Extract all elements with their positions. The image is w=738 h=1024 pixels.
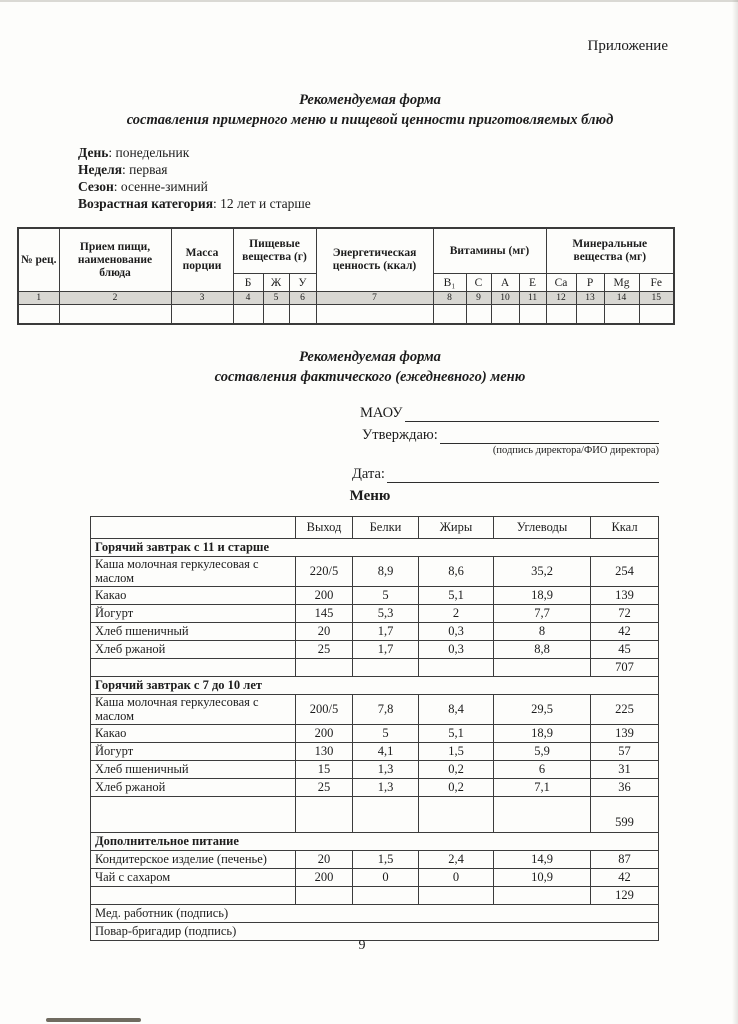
menu-value-cell: 254 bbox=[591, 557, 659, 587]
menu-row bbox=[91, 779, 659, 797]
daily-form-title-line1: Рекомендуемая форма bbox=[299, 349, 441, 365]
daily-menu-table bbox=[90, 516, 659, 941]
menu-dish-cell: Какао bbox=[91, 725, 296, 743]
empty-cell bbox=[494, 797, 591, 833]
empty-cell bbox=[171, 305, 233, 325]
empty-cell bbox=[316, 305, 433, 325]
menu-meta-block bbox=[78, 144, 311, 212]
table1-empty-row bbox=[18, 305, 674, 325]
menu-row bbox=[91, 851, 659, 869]
date-fill-in-line bbox=[387, 460, 659, 483]
sub-column-header: У bbox=[289, 274, 316, 292]
menu-value-cell: 2,4 bbox=[419, 851, 494, 869]
menu-row bbox=[91, 605, 659, 623]
menu-value-cell: 8 bbox=[494, 623, 591, 641]
menu-value-cell: 1,7 bbox=[353, 623, 419, 641]
sub-column-header: Ca bbox=[546, 274, 576, 292]
meta-age-category: Возрастная категория: 12 лет и старше bbox=[78, 196, 311, 211]
date-line bbox=[352, 461, 659, 483]
menu-value-cell: 5,1 bbox=[419, 587, 494, 605]
meta-day-label: День bbox=[78, 145, 109, 160]
approve-fill-in-line bbox=[440, 421, 659, 444]
empty-cell bbox=[604, 305, 639, 325]
menu-value-cell: 72 bbox=[591, 605, 659, 623]
menu-signature-label: Повар-бригадир (подпись) bbox=[91, 923, 659, 941]
menu-value-cell: 31 bbox=[591, 761, 659, 779]
scan-artifact-bottom-smudge bbox=[46, 1018, 141, 1022]
menu-dish-cell: Йогурт bbox=[91, 743, 296, 761]
column-number: 13 bbox=[576, 292, 604, 305]
menu-total-row bbox=[91, 659, 659, 677]
menu-value-cell: 7,8 bbox=[353, 695, 419, 725]
appendix-label: Приложение bbox=[587, 38, 668, 54]
menu-row bbox=[91, 623, 659, 641]
date-label: Дата: bbox=[352, 466, 385, 482]
empty-cell bbox=[466, 305, 491, 325]
menu-dish-cell: Каша молочная геркулесовая с маслом bbox=[91, 695, 296, 725]
sub-column-header: A bbox=[491, 274, 519, 292]
menu-section-row bbox=[91, 677, 659, 695]
empty-cell bbox=[59, 305, 171, 325]
column-number: 7 bbox=[316, 292, 433, 305]
menu-value-cell: 25 bbox=[296, 779, 353, 797]
menu-value-cell: 1,5 bbox=[353, 851, 419, 869]
menu-value-cell: 20 bbox=[296, 851, 353, 869]
menu-value-cell: 200 bbox=[296, 587, 353, 605]
sub-column-header: P bbox=[576, 274, 604, 292]
organization-label: МАОУ bbox=[360, 405, 403, 421]
empty-cell bbox=[519, 305, 546, 325]
column-number: 11 bbox=[519, 292, 546, 305]
approve-label: Утверждаю: bbox=[362, 427, 438, 443]
menu-value-cell: 42 bbox=[591, 623, 659, 641]
menu-value-cell: 139 bbox=[591, 725, 659, 743]
column-number: 8 bbox=[433, 292, 466, 305]
menu-row bbox=[91, 641, 659, 659]
column-number: 14 bbox=[604, 292, 639, 305]
sub-column-header: B₁ bbox=[433, 274, 466, 292]
col-header-nutrients-group: Пищевые вещества (г) bbox=[233, 228, 316, 274]
empty-cell bbox=[546, 305, 576, 325]
menu-value-cell: 0,3 bbox=[419, 623, 494, 641]
table1-column-number-row bbox=[18, 292, 674, 305]
menu-value-cell: 139 bbox=[591, 587, 659, 605]
template-form-title-line2: составления примерного меню и пищевой ценности приготовляемых блюд bbox=[126, 112, 614, 128]
menu-section-row bbox=[91, 539, 659, 557]
empty-cell bbox=[353, 887, 419, 905]
menu-value-cell: 200 bbox=[296, 869, 353, 887]
column-number: 12 bbox=[546, 292, 576, 305]
empty-cell bbox=[494, 659, 591, 677]
menu-row bbox=[91, 761, 659, 779]
menu-dish-cell: Йогурт bbox=[91, 605, 296, 623]
sub-column-header: Б bbox=[233, 274, 263, 292]
menu-value-cell: 1,3 bbox=[353, 761, 419, 779]
menu-value-cell: 0,2 bbox=[419, 761, 494, 779]
menu-column-header: Ккал bbox=[591, 517, 659, 539]
menu-row bbox=[91, 695, 659, 725]
menu-value-cell: 5 bbox=[353, 587, 419, 605]
menu-value-cell: 200 bbox=[296, 725, 353, 743]
meta-week: Неделя: первая bbox=[78, 162, 168, 177]
sub-column-header: C bbox=[466, 274, 491, 292]
menu-total-row bbox=[91, 797, 659, 833]
col-header-meal-name: Прием пищи, наименование блюда bbox=[59, 228, 171, 292]
column-number: 6 bbox=[289, 292, 316, 305]
menu-value-cell: 42 bbox=[591, 869, 659, 887]
menu-dish-cell: Хлеб пшеничный bbox=[91, 761, 296, 779]
menu-section-title: Дополнительное питание bbox=[91, 833, 659, 851]
empty-cell bbox=[419, 887, 494, 905]
menu-row bbox=[91, 557, 659, 587]
empty-cell bbox=[353, 659, 419, 677]
empty-cell bbox=[289, 305, 316, 325]
menu-value-cell: 7,7 bbox=[494, 605, 591, 623]
template-form-title bbox=[20, 90, 720, 130]
column-number: 10 bbox=[491, 292, 519, 305]
menu-value-cell: 4,1 bbox=[353, 743, 419, 761]
table1-header-row bbox=[18, 228, 674, 274]
menu-value-cell: 200/5 bbox=[296, 695, 353, 725]
menu-value-cell: 29,5 bbox=[494, 695, 591, 725]
menu-column-header: Белки bbox=[353, 517, 419, 539]
menu-value-cell: 130 bbox=[296, 743, 353, 761]
menu-signature-row bbox=[91, 905, 659, 923]
col-header-vitamins-group: Витамины (мг) bbox=[433, 228, 546, 274]
menu-value-cell: 15 bbox=[296, 761, 353, 779]
menu-section-row bbox=[91, 833, 659, 851]
sub-column-header: E bbox=[519, 274, 546, 292]
menu-column-header: Углеводы bbox=[494, 517, 591, 539]
meta-season-value: осенне-зимний bbox=[120, 179, 208, 194]
column-number: 3 bbox=[171, 292, 233, 305]
menu-value-cell: 7,1 bbox=[494, 779, 591, 797]
menu-value-cell: 8,8 bbox=[494, 641, 591, 659]
menu-value-cell: 18,9 bbox=[494, 587, 591, 605]
empty-cell bbox=[296, 887, 353, 905]
daily-form-title-line2: составления фактического (ежедневного) меню bbox=[214, 369, 526, 385]
menu-value-cell: 145 bbox=[296, 605, 353, 623]
scan-artifact-right-shadow bbox=[732, 0, 738, 1024]
menu-value-cell: 0,3 bbox=[419, 641, 494, 659]
menu-value-cell: 8,4 bbox=[419, 695, 494, 725]
empty-cell bbox=[639, 305, 674, 325]
nutrition-template-table bbox=[17, 227, 675, 325]
empty-cell bbox=[263, 305, 289, 325]
menu-section-total: 129 bbox=[591, 887, 659, 905]
menu-value-cell: 1,7 bbox=[353, 641, 419, 659]
menu-section-title: Горячий завтрак с 11 и старше bbox=[91, 539, 659, 557]
menu-value-cell: 36 bbox=[591, 779, 659, 797]
col-header-energy: Энергетическая ценность (ккал) bbox=[316, 228, 433, 292]
template-form-title-line1: Рекомендуемая форма bbox=[299, 92, 441, 108]
menu-value-cell: 14,9 bbox=[494, 851, 591, 869]
menu-column-header: Жиры bbox=[419, 517, 494, 539]
empty-cell bbox=[296, 659, 353, 677]
meta-season-label: Сезон bbox=[78, 179, 114, 194]
approve-line bbox=[352, 422, 659, 444]
menu-column-header bbox=[91, 517, 296, 539]
sub-column-header: Mg bbox=[604, 274, 639, 292]
column-number: 15 bbox=[639, 292, 674, 305]
empty-cell bbox=[91, 797, 296, 833]
menu-value-cell: 1,5 bbox=[419, 743, 494, 761]
menu-dish-cell: Хлеб пшеничный bbox=[91, 623, 296, 641]
meta-day: День: понедельник bbox=[78, 145, 190, 160]
menu-dish-cell: Какао bbox=[91, 587, 296, 605]
meta-age-category-label: Возрастная категория bbox=[78, 196, 213, 211]
daily-form-title bbox=[20, 347, 720, 387]
meta-week-value: первая bbox=[129, 162, 168, 177]
organization-line bbox=[352, 400, 659, 422]
menu-dish-cell: Каша молочная геркулесовая с маслом bbox=[91, 557, 296, 587]
empty-cell bbox=[494, 887, 591, 905]
menu-column-header: Выход bbox=[296, 517, 353, 539]
col-header-recipe-number: № рец. bbox=[18, 228, 59, 292]
menu-dish-cell: Хлеб ржаной bbox=[91, 779, 296, 797]
meta-season: Сезон: осенне-зимний bbox=[78, 179, 208, 194]
menu-value-cell: 6 bbox=[494, 761, 591, 779]
meta-day-value: понедельник bbox=[115, 145, 190, 160]
menu-dish-cell: Чай с сахаром bbox=[91, 869, 296, 887]
sub-column-header: Fe bbox=[639, 274, 674, 292]
menu-section-total: 707 bbox=[591, 659, 659, 677]
organization-fill-in-line bbox=[405, 399, 659, 422]
meta-age-category-value: 12 лет и старше bbox=[220, 196, 311, 211]
empty-cell bbox=[419, 797, 494, 833]
menu-value-cell: 5,9 bbox=[494, 743, 591, 761]
menu-value-cell: 1,3 bbox=[353, 779, 419, 797]
menu-value-cell: 5,3 bbox=[353, 605, 419, 623]
empty-cell bbox=[233, 305, 263, 325]
empty-cell bbox=[91, 659, 296, 677]
menu-signature-label: Мед. работник (подпись) bbox=[91, 905, 659, 923]
menu-section-total: 599 bbox=[591, 797, 659, 833]
menu-dish-cell: Кондитерское изделие (печенье) bbox=[91, 851, 296, 869]
signature-caption: (подпись директора/ФИО директора) bbox=[492, 445, 659, 456]
menu-value-cell: 8,6 bbox=[419, 557, 494, 587]
menu-value-cell: 2 bbox=[419, 605, 494, 623]
menu-dish-cell: Хлеб ржаной bbox=[91, 641, 296, 659]
empty-cell bbox=[18, 305, 59, 325]
menu-value-cell: 87 bbox=[591, 851, 659, 869]
menu-total-row bbox=[91, 887, 659, 905]
meta-week-label: Неделя bbox=[78, 162, 123, 177]
column-number: 9 bbox=[466, 292, 491, 305]
menu-value-cell: 0 bbox=[419, 869, 494, 887]
menu-heading: Меню bbox=[349, 488, 391, 504]
empty-cell bbox=[433, 305, 466, 325]
empty-cell bbox=[91, 887, 296, 905]
scan-artifact-top-edge bbox=[0, 0, 738, 2]
menu-value-cell: 5,1 bbox=[419, 725, 494, 743]
column-number: 1 bbox=[18, 292, 59, 305]
menu-value-cell: 0 bbox=[353, 869, 419, 887]
menu-value-cell: 220/5 bbox=[296, 557, 353, 587]
menu-value-cell: 25 bbox=[296, 641, 353, 659]
sub-column-header: Ж bbox=[263, 274, 289, 292]
menu-value-cell: 20 bbox=[296, 623, 353, 641]
menu-row bbox=[91, 869, 659, 887]
menu-value-cell: 10,9 bbox=[494, 869, 591, 887]
menu-value-cell: 0,2 bbox=[419, 779, 494, 797]
empty-cell bbox=[353, 797, 419, 833]
column-number: 5 bbox=[263, 292, 289, 305]
menu-value-cell: 225 bbox=[591, 695, 659, 725]
menu-row bbox=[91, 725, 659, 743]
menu-value-cell: 57 bbox=[591, 743, 659, 761]
page-number: 9 bbox=[358, 938, 366, 953]
menu-value-cell: 18,9 bbox=[494, 725, 591, 743]
approval-block bbox=[352, 400, 659, 483]
menu-value-cell: 45 bbox=[591, 641, 659, 659]
empty-cell bbox=[296, 797, 353, 833]
menu-section-title: Горячий завтрак с 7 до 10 лет bbox=[91, 677, 659, 695]
empty-cell bbox=[491, 305, 519, 325]
empty-cell bbox=[576, 305, 604, 325]
menu-value-cell: 8,9 bbox=[353, 557, 419, 587]
menu-header-row bbox=[91, 517, 659, 539]
menu-row bbox=[91, 743, 659, 761]
col-header-portion-mass: Масса порции bbox=[171, 228, 233, 292]
menu-value-cell: 35,2 bbox=[494, 557, 591, 587]
column-number: 4 bbox=[233, 292, 263, 305]
column-number: 2 bbox=[59, 292, 171, 305]
col-header-minerals-group: Минеральные вещества (мг) bbox=[546, 228, 674, 274]
empty-cell bbox=[419, 659, 494, 677]
menu-row bbox=[91, 587, 659, 605]
menu-value-cell: 5 bbox=[353, 725, 419, 743]
